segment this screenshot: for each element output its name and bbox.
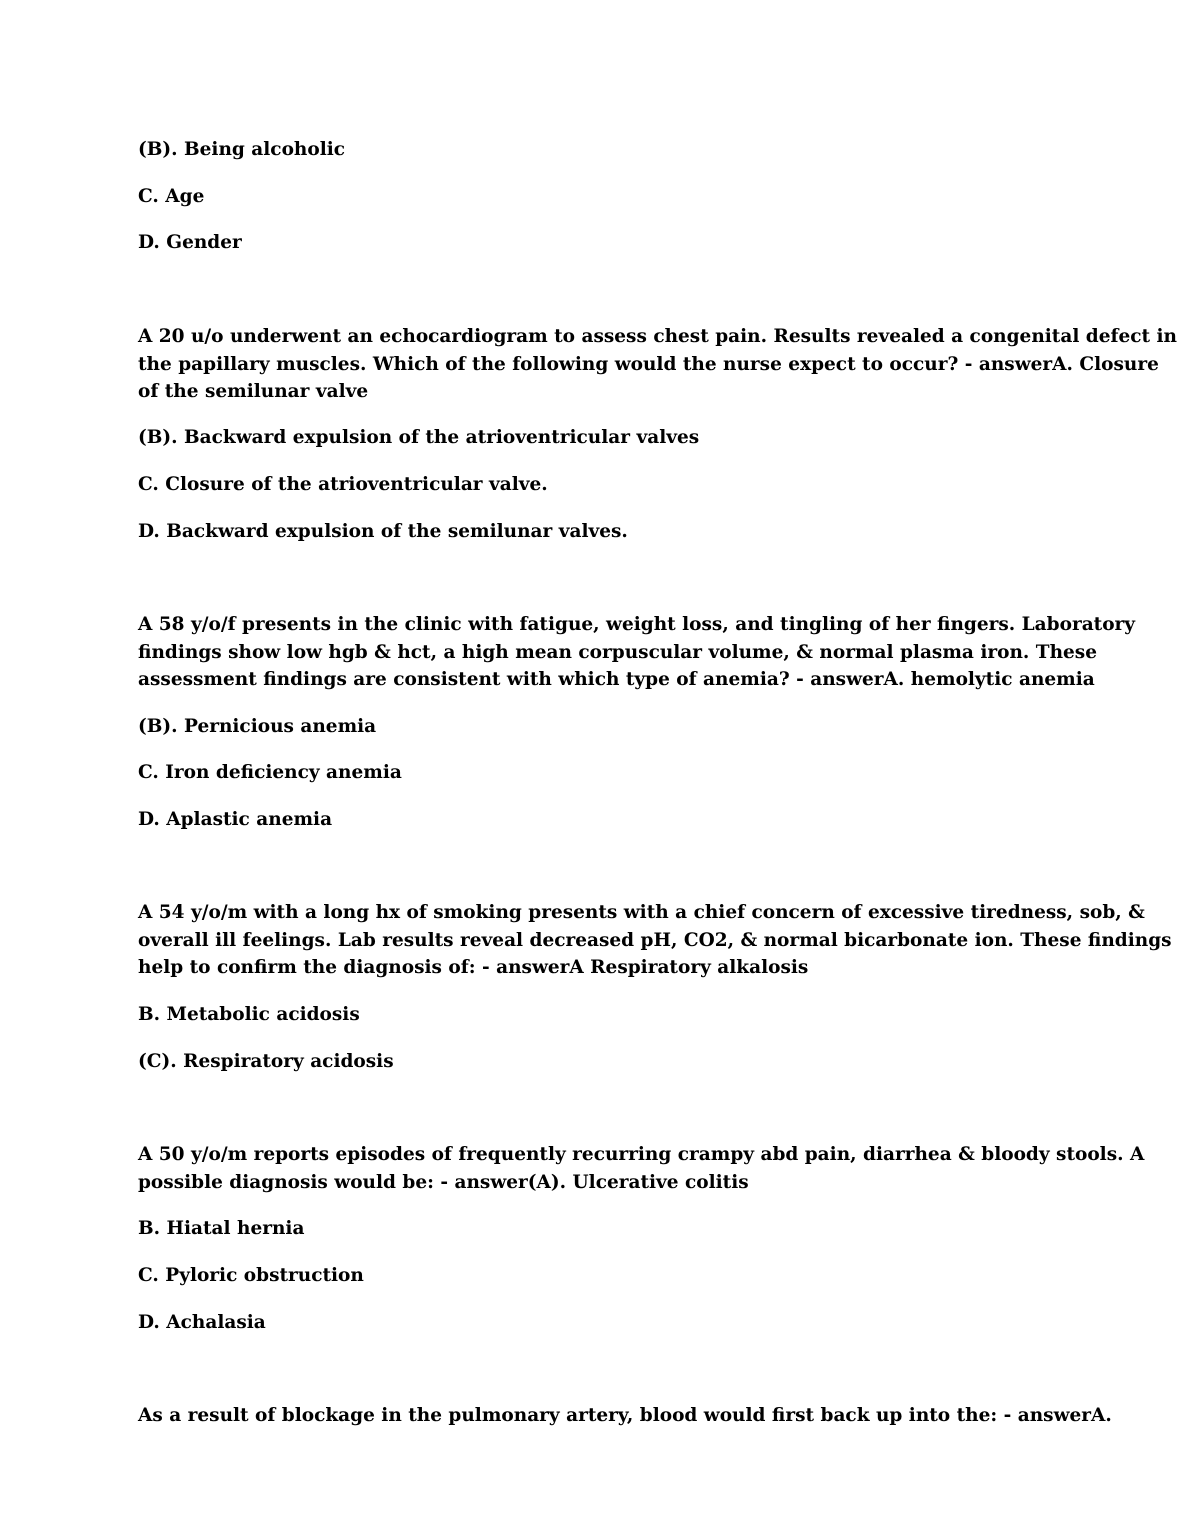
question-2-line: findings show low hgb & hct, a high mean corpuscular volume, & normal plasma iron. These xyxy=(138,641,1097,663)
question-3-text xyxy=(138,899,1172,982)
question-1-option: (B). Backward expulsion of the atrioventricular valves xyxy=(138,427,700,448)
question-2-option: D. Aplastic anemia xyxy=(138,809,333,830)
question-2-text xyxy=(138,611,1136,694)
question-1-text xyxy=(138,323,1177,406)
question-1-option: C. Closure of the atrioventricular valve. xyxy=(138,474,548,495)
question-4-line: A 50 y/o/m reports episodes of frequently recurring crampy abd pain, diarrhea & bloody stools. A xyxy=(138,1144,1145,1165)
question-4-option: B. Hiatal hernia xyxy=(138,1218,305,1239)
question-5-text xyxy=(138,1402,1112,1430)
question-1-option: D. Backward expulsion of the semilunar valves. xyxy=(138,521,628,542)
option-d-gender: D. Gender xyxy=(138,232,242,253)
option-b-being-alcoholic: (B). Being alcoholic xyxy=(138,139,346,160)
question-1-line: A 20 u/o underwent an echocardiogram to assess chest pain. Results revealed a congenital defect in xyxy=(138,326,1177,347)
question-4-line: possible diagnosis would be: - answer(A). Ulcerative colitis xyxy=(138,1171,749,1193)
question-1-line: the papillary muscles. Which of the following would the nurse expect to occur? - answerA. Closure xyxy=(138,353,1159,375)
question-3-option: (C). Respiratory acidosis xyxy=(138,1051,394,1072)
question-2-option: (B). Pernicious anemia xyxy=(138,716,377,737)
question-3-option: B. Metabolic acidosis xyxy=(138,1004,360,1025)
question-2-line: assessment findings are consistent with which type of anemia? - answerA. hemolytic anemia xyxy=(138,669,1095,690)
question-3-line: A 54 y/o/m with a long hx of smoking presents with a chief concern of excessive tiredness, sob, & xyxy=(138,902,1145,923)
question-4-text xyxy=(138,1141,1145,1196)
question-5-line: As a result of blockage in the pulmonary artery, blood would first back up into the: - answerA. xyxy=(138,1405,1112,1426)
question-2-option: C. Iron deficiency anemia xyxy=(138,762,402,783)
question-4-option: D. Achalasia xyxy=(138,1312,266,1333)
question-3-line: overall ill feelings. Lab results reveal decreased pH, CO2, & normal bicarbonate ion. These findings xyxy=(138,929,1172,951)
question-2-line: A 58 y/o/f presents in the clinic with fatigue, weight loss, and tingling of her fingers. Laboratory xyxy=(138,614,1136,635)
question-1-line: of the semilunar valve xyxy=(138,381,369,402)
option-c-age: C. Age xyxy=(138,186,205,207)
question-3-line: help to confirm the diagnosis of: - answerA Respiratory alkalosis xyxy=(138,957,809,978)
question-4-option: C. Pyloric obstruction xyxy=(138,1265,364,1286)
